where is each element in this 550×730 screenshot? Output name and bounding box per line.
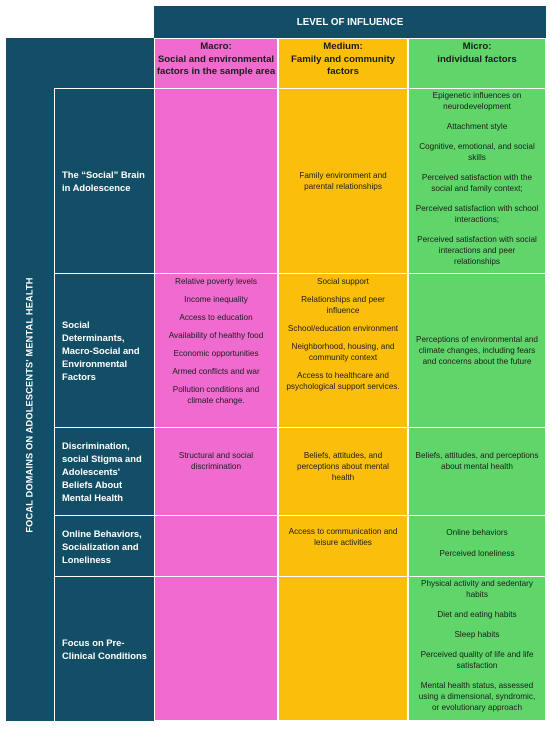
cell-social-determinants-micro [408,273,546,428]
cell-item: Perceived quality of life and life satisfaction [420,650,534,670]
cell-item: Neighborhood, housing, and community context [291,342,395,362]
cell-item: Access to communication and leisure activities [288,527,398,547]
cell-item: Family environment and parental relationships [299,171,387,191]
cell-item: Income inequality [184,295,248,304]
column-header-macro: Macro: Social and environmental factors in the sample area [154,38,278,89]
cell-online-medium [278,515,408,577]
row-header-social-brain: The “Social” Brain in Adolescence [62,169,145,193]
cell-item: Sleep habits [454,630,500,639]
cell-item: Attachment style [446,122,508,131]
column-header-micro: Micro: individual factors [408,38,546,89]
cell-item: Epigenetic influences on neurodevelopment [432,91,522,111]
cell-pre-clinical-medium [278,576,408,721]
cell-item: Economic opportunities [173,349,259,358]
column-header-medium: Medium: Family and community factors [278,38,408,89]
cell-social-brain-macro [154,88,278,274]
cell-item: Mental health status, assessed using a dimensional, syndromic, or evolutionary approach [418,681,536,712]
cell-item: Armed conflicts and war [172,367,260,376]
cell-social-determinants-macro [154,273,278,428]
cell-item: Access to healthcare and psychological support services. [286,371,400,391]
row-header-pre-clinical: Focus on Pre-Clinical Conditions [62,637,147,661]
cell-social-brain-medium [278,88,408,274]
cell-item: Online behaviors [446,528,508,537]
cell-item: Access to education [179,313,253,322]
cell-item: Perceptions of environmental and climate changes, including fears and concerns about the future [416,335,538,366]
cell-discrimination-micro [408,427,546,516]
cell-online-macro [154,515,278,577]
cell-pre-clinical-micro [408,576,546,721]
cell-item: Pollution conditions and climate change. [172,385,260,405]
cell-item: Relationships and peer influence [301,295,385,315]
cell-online-micro [408,515,546,577]
level-of-influence-header [154,6,546,38]
cell-item: Perceived satisfaction with the social and family context; [421,173,533,193]
cell-item: Beliefs, attitudes, and perceptions about mental health [415,451,539,471]
cell-item: Cognitive, emotional, and social skills [419,142,535,162]
level-of-influence-label: LEVEL OF INFLUENCE [296,16,404,28]
cell-item: Diet and eating habits [437,610,517,619]
cell-discrimination-macro [154,427,278,516]
cell-item: Relative poverty levels [175,277,257,286]
cell-item: Perceived satisfaction with social interactions and peer relationships [417,235,537,266]
cell-social-determinants-medium [278,273,408,428]
cell-item: School/education environment [287,324,399,333]
cell-item: Perceived satisfaction with school interactions; [415,204,539,224]
cell-discrimination-medium [278,427,408,516]
row-header-online-behaviors: Online Behaviors, Socialization and Loneliness [62,527,142,565]
cell-item: Availability of healthy food [168,331,264,340]
focal-domains-label: FOCAL DOMAINS ON ADOLESCENTS' MENTAL HEALTH [25,276,35,533]
cell-item: Perceived loneliness [439,549,515,558]
row-header-discrimination-stigma: Discrimination, social Stigma and Adolescents' Beliefs About Mental Health [62,440,142,503]
cell-item: Physical activity and sedentary habits [421,579,533,599]
cell-item: Social support [317,277,369,286]
cell-pre-clinical-macro [154,576,278,721]
cell-item: Structural and social discrimination [178,451,254,471]
row-header-social-determinants: Social Determinants, Macro-Social and Environmental Factors [62,319,140,382]
cell-item: Beliefs, attitudes, and perceptions about mental health [297,451,389,482]
cell-social-brain-micro [408,88,546,274]
focal-domains-vertical-title [6,88,54,721]
